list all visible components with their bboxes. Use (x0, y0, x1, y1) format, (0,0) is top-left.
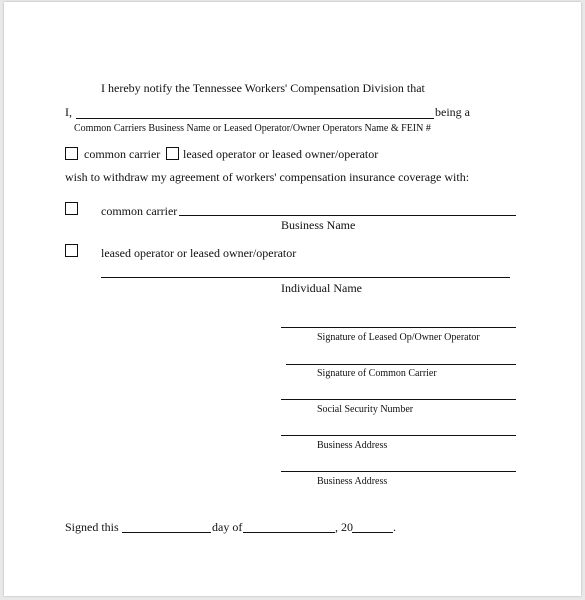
business-name-line[interactable] (179, 215, 516, 216)
signed-year-line[interactable] (352, 532, 393, 533)
individual-name-line[interactable] (101, 277, 510, 278)
ssn-caption: Social Security Number (317, 404, 414, 415)
common-carrier-checkbox[interactable] (65, 147, 78, 160)
signed-period: . (393, 520, 396, 534)
leased-signature-caption: Signature of Leased Op/Owner Operator (317, 332, 480, 343)
day-of-label: day of (212, 520, 243, 534)
carrier-signature-caption: Signature of Common Carrier (317, 368, 437, 379)
signed-day-line[interactable] (122, 532, 211, 533)
withdraw-statement: wish to withdraw my agreement of workers' compensation insurance coverage with: (65, 170, 470, 184)
withdraw-leased-operator-checkbox[interactable] (65, 244, 78, 257)
ssn-line[interactable] (281, 399, 516, 400)
leased-signature-line[interactable] (281, 327, 516, 328)
signed-month-line[interactable] (243, 532, 335, 533)
notify-statement: I hereby notify the Tennessee Workers' Compensation Division that (101, 81, 425, 95)
withdraw-common-carrier-label: common carrier (101, 204, 178, 218)
business-address-line-2[interactable] (281, 471, 516, 472)
withdraw-leased-operator-label: leased operator or leased owner/operator (101, 246, 297, 260)
leased-operator-checkbox[interactable] (166, 147, 179, 160)
business-address-caption-2: Business Address (317, 476, 388, 487)
common-carrier-option-label: common carrier (84, 147, 161, 161)
name-fein-caption: Common Carriers Business Name or Leased Operator/Owner Operators Name & FEIN # (74, 123, 431, 134)
carrier-signature-line[interactable] (286, 364, 516, 365)
being-a-text: being a (435, 105, 470, 119)
leased-operator-option-label: leased operator or leased owner/operator (183, 147, 379, 161)
name-fein-line[interactable] (76, 118, 434, 119)
i-prefix: I, (65, 105, 72, 119)
year-prefix-label: , 20 (335, 520, 353, 534)
signed-this-label: Signed this (65, 520, 119, 534)
withdraw-common-carrier-checkbox[interactable] (65, 202, 78, 215)
business-name-caption: Business Name (281, 218, 356, 232)
business-address-line-1[interactable] (281, 435, 516, 436)
individual-name-caption: Individual Name (281, 281, 362, 295)
business-address-caption-1: Business Address (317, 440, 388, 451)
document-page (4, 2, 581, 596)
